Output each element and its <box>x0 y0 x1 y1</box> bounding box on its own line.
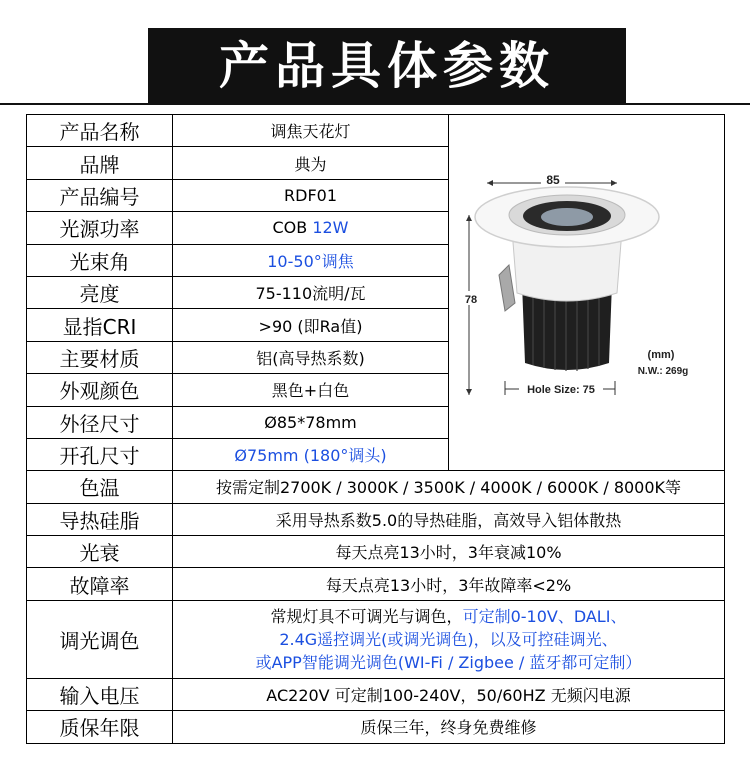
row-label: 质保年限 <box>27 711 173 743</box>
arrow-down-icon <box>466 389 472 395</box>
spec-table <box>26 114 725 744</box>
downlight-drawing <box>449 115 725 461</box>
row-label: 外径尺寸 <box>27 406 173 438</box>
table-row <box>27 678 725 710</box>
width-label: 85 <box>546 173 560 187</box>
row-value: 典为 <box>173 147 449 179</box>
row-value <box>173 212 449 244</box>
page-title: 产品具体参数 <box>148 28 626 104</box>
table-row <box>27 471 725 503</box>
row-value: AC220V 可定制100-240V，50/60HZ 无频闪电源 <box>173 678 725 710</box>
arrow-right-icon <box>611 180 617 186</box>
arrow-left-icon <box>487 180 493 186</box>
row-label: 调光调色 <box>27 600 173 678</box>
value-prefix: COB <box>272 218 313 238</box>
spring-clip <box>499 265 515 311</box>
table-row <box>27 568 725 600</box>
table-row <box>27 711 725 743</box>
dimming-text-custom: 可定制0-10V、DALI、 <box>462 606 627 626</box>
unit-label: (mm) <box>647 349 675 361</box>
table-row <box>27 503 725 535</box>
row-label: 品牌 <box>27 147 173 179</box>
row-label: 亮度 <box>27 276 173 308</box>
table-row <box>27 115 725 147</box>
product-diagram-cell <box>449 115 725 471</box>
row-value: 75-110流明/瓦 <box>173 276 449 308</box>
dimming-line-2: 2.4G遥控调光(或调光调色)，以及可控硅调光、 <box>279 629 618 649</box>
arrow-up-icon <box>466 215 472 221</box>
row-label: 显指CRI <box>27 309 173 341</box>
height-label: 78 <box>464 294 478 306</box>
table-row <box>27 536 725 568</box>
value-accent: 12W <box>312 218 349 238</box>
row-value: 质保三年，终身免费维修 <box>173 711 725 743</box>
header-divider <box>0 103 750 105</box>
row-label: 产品编号 <box>27 179 173 211</box>
dimming-line-1 <box>173 605 724 628</box>
product-diagram <box>449 115 724 470</box>
row-value: 10-50°调焦 <box>173 244 449 276</box>
row-value: 每天点亮13小时，3年故障率<2% <box>173 568 725 600</box>
row-value: >90 (即Ra值) <box>173 309 449 341</box>
dimming-line-3: 或APP智能调光调色(WI-Fi / Zigbee / 蓝牙都可定制） <box>255 652 642 672</box>
row-label: 外观颜色 <box>27 374 173 406</box>
row-label: 色温 <box>27 471 173 503</box>
row-label: 光源功率 <box>27 212 173 244</box>
hole-size-label: Hole Size: 75 <box>527 384 595 396</box>
row-value: 铝(高导热系数) <box>173 341 449 373</box>
row-label: 光衰 <box>27 536 173 568</box>
row-label: 开孔尺寸 <box>27 438 173 470</box>
weight-label: N.W.: 269g <box>637 366 689 377</box>
row-label: 产品名称 <box>27 115 173 147</box>
row-label: 主要材质 <box>27 341 173 373</box>
row-value: RDF01 <box>173 179 449 211</box>
row-label: 故障率 <box>27 568 173 600</box>
row-value: Ø75mm (180°调头) <box>173 438 449 470</box>
row-value: Ø85*78mm <box>173 406 449 438</box>
row-value: 黑色+白色 <box>173 374 449 406</box>
row-value <box>173 600 725 678</box>
row-label: 导热硅脂 <box>27 503 173 535</box>
table-row <box>27 600 725 678</box>
lens <box>541 208 593 226</box>
row-value: 采用导热系数5.0的导热硅脂，高效导入铝体散热 <box>173 503 725 535</box>
row-label: 光束角 <box>27 244 173 276</box>
row-value: 按需定制2700K / 3000K / 3500K / 4000K / 6000K / 8000K等 <box>173 471 725 503</box>
row-value: 调焦天花灯 <box>173 115 449 147</box>
row-label: 输入电压 <box>27 678 173 710</box>
row-value: 每天点亮13小时，3年衰减10% <box>173 536 725 568</box>
dimming-text-standard: 常规灯具不可调光与调色， <box>270 606 463 626</box>
